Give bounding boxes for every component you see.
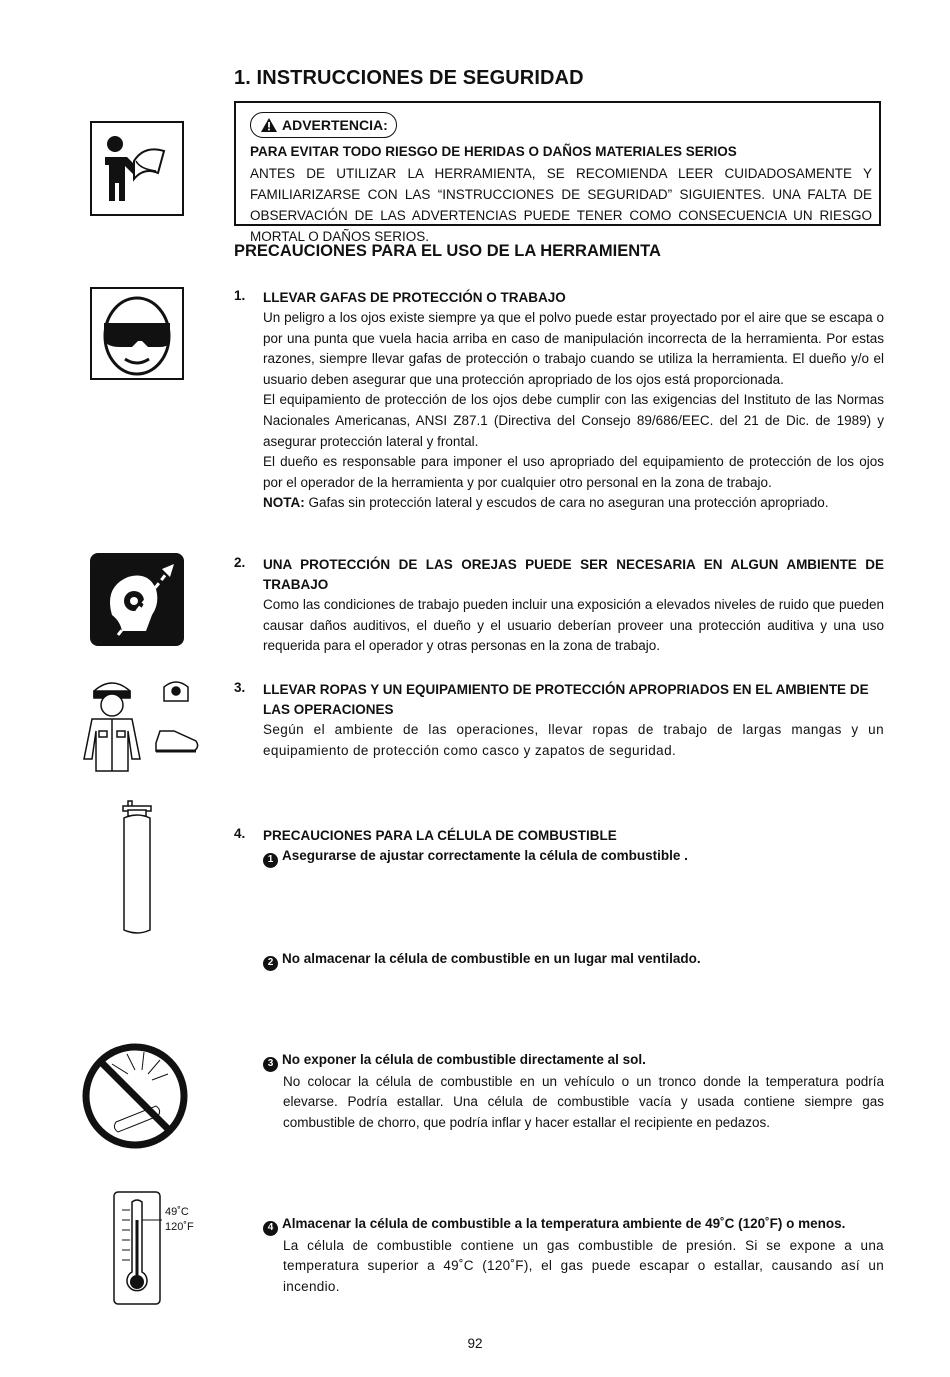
item-marker: 4 bbox=[263, 1221, 278, 1236]
fuel-cell-icon bbox=[118, 800, 158, 940]
warning-triangle-icon bbox=[261, 118, 277, 132]
item-marker: 2 bbox=[263, 956, 278, 971]
section-number: 4. bbox=[234, 826, 246, 841]
section-heading: PRECAUCIONES PARA LA CÉLULA DE COMBUSTIBLE bbox=[263, 828, 617, 843]
protective-clothing-icon bbox=[72, 673, 212, 778]
fuel-item-3 bbox=[263, 1050, 884, 1072]
read-manual-icon bbox=[90, 121, 184, 216]
page-number: 92 bbox=[467, 1336, 483, 1351]
section-paragraph: Como las condiciones de trabajo pueden incluir una exposición a elevados niveles de ruido que pueden causar daños auditivos, el dueño y el usuario deberían proveer una protección auditiva y una uso requerida para el operador y otras personas en la zona de trabajo. bbox=[263, 597, 884, 654]
safety-goggles-icon bbox=[90, 287, 184, 380]
item-marker: 3 bbox=[263, 1057, 278, 1072]
celsius-label: 49˚C bbox=[165, 1206, 189, 1218]
item-heading: No exponer la célula de combustible directamente al sol. bbox=[282, 1052, 646, 1067]
page-title: 1. INSTRUCCIONES DE SEGURIDAD bbox=[234, 67, 584, 89]
item-text: No colocar la célula de combustible en un vehículo o un tronco donde la temperatura podría elevarse. Podría estallar. Una célula de combustible vacía y usada contiene siempre gas combustible de chorro, que podría inflar y hacer estallar el recipiente en pedazos. bbox=[283, 1073, 884, 1130]
section-heading: LLEVAR ROPAS Y UN EQUIPAMIENTO DE PROTECCIÓN APROPRIADOS EN EL AMBIENTE DE LAS OPERACIONES bbox=[263, 682, 869, 717]
fuel-item-4 bbox=[263, 1214, 884, 1236]
item-heading: Asegurarse de ajustar correctamente la célula de combustible . bbox=[282, 848, 688, 863]
section-paragraph: Un peligro a los ojos existe siempre ya que el polvo puede estar proyectado por el aire que se escapa o por una punta que vuela hacia arriba en caso de manipulación incorrecta de la herramienta. Por estas razones, siempre llevar gafas de protección o trabajo cuando se utiliza la herramienta. El dueño y/o el usuario deben asegurar que una protección apropriado de los ojos está proporcionada. bbox=[263, 310, 884, 387]
item-heading: Almacenar la célula de combustible a la temperatura ambiente de 49˚C (120˚F) o menos. bbox=[282, 1216, 846, 1231]
section-paragraph: Según el ambiente de las operaciones, llevar ropas de trabajo de largas mangas y un equipamiento de protección como casco y zapatos de seguridad. bbox=[263, 722, 884, 758]
section-number: 3. bbox=[234, 680, 246, 695]
ear-protection-icon bbox=[90, 553, 184, 646]
thermometer-icon bbox=[112, 1190, 162, 1306]
section-heading: LLEVAR GAFAS DE PROTECCIÓN O TRABAJO bbox=[263, 290, 566, 305]
section-number: 1. bbox=[234, 288, 246, 303]
section-paragraph: El equipamiento de protección de los ojos debe cumplir con las exigencias del Instituto de las Normas Nacionales Americanas, ANSI Z87.1 (Directiva del Consejo 89/686/EEC. del 21 de Dic. de 1989) y asegurar protección lateral y frontal. bbox=[263, 392, 884, 449]
section-heading: UNA PROTECCIÓN DE LAS OREJAS PUEDE SER NECESARIA EN ALGUN AMBIENTE DE TRABAJO bbox=[263, 557, 884, 592]
section-subtitle: PRECAUCIONES PARA EL USO DE LA HERRAMIENTA bbox=[234, 242, 661, 260]
section-note bbox=[263, 493, 884, 514]
fahrenheit-label: 120˚F bbox=[165, 1221, 194, 1233]
section-paragraph: El dueño es responsable para imponer el uso apropriado del equipamiento de protección de los ojos por el operador de la herramienta y por cualquier otro personal en la zona de trabajo. bbox=[263, 454, 884, 490]
item-text: La célula de combustible contiene un gas combustible de presión. Si se expone a una temperatura superior a 49˚C (120˚F), el gas puede escapar o estallar, causando así un incendio. bbox=[283, 1237, 884, 1294]
fuel-item-1 bbox=[263, 846, 884, 868]
note-text: Gafas sin protección lateral y escudos de cara no aseguran una protección apropriado. bbox=[304, 495, 829, 511]
fuel-item-2 bbox=[263, 949, 884, 971]
note-label: NOTA: bbox=[263, 495, 305, 511]
thermometer-labels bbox=[165, 1205, 194, 1235]
item-marker: 1 bbox=[263, 853, 278, 868]
warning-label-text: ADVERTENCIA: bbox=[282, 117, 388, 133]
warning-label bbox=[250, 112, 397, 138]
warning-heading: PARA EVITAR TODO RIESGO DE HERIDAS O DAÑOS MATERIALES SERIOS bbox=[250, 144, 737, 159]
item-heading: No almacenar la célula de combustible en un lugar mal ventilado. bbox=[282, 951, 701, 966]
section-number: 2. bbox=[234, 555, 246, 570]
warning-text: ANTES DE UTILIZAR LA HERRAMIENTA, SE RECOMIENDA LEER CUIDADOSAMENTE Y FAMILIARIZARSE CON LAS “INSTRUCCIONES DE SEGURIDAD” SIGUIENTES. UNA FALTA DE OBSERVACIÓN DE LAS ADVERTENCIAS PUEDE TENER COMO CONSECUENCIA UN RIESGO MORTAL O DAÑOS SERIOS. bbox=[250, 166, 872, 244]
no-sunlight-icon bbox=[80, 1040, 190, 1152]
warning-box bbox=[234, 101, 881, 244]
